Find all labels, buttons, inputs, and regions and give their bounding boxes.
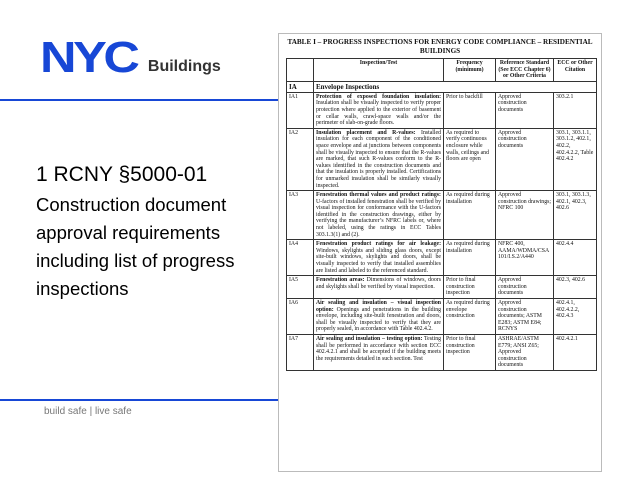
row-heading: Protection of exposed foundation insulation: bbox=[316, 93, 441, 100]
row-id: IA5 bbox=[287, 276, 314, 299]
row-frequency: As required during installation bbox=[444, 240, 496, 276]
row-id: IA7 bbox=[287, 334, 314, 370]
footer-tagline: build safe | live safe bbox=[44, 406, 132, 417]
row-text: Dimensions of windows, doors and skylights shall be verified by visual inspection. bbox=[316, 277, 441, 290]
header-inspection: Inspection/Test bbox=[314, 59, 444, 82]
row-text: U-factors of installed fenestration shall be verified by visual inspection for conformance with the U-factors identified in the construction drawings, either by verifying the manufacturer’s NFRC labels or, where not labeled, using the ratings in ECC Tables 303.1.3(1) and (2). bbox=[316, 198, 441, 238]
row-id: IA1 bbox=[287, 92, 314, 128]
row-reference: ASHRAE/ASTM E779; ANSI Z65; Approved construction documents bbox=[496, 334, 554, 370]
section-title: Envelope Inspections bbox=[314, 81, 597, 92]
row-heading: Air sealing and insulation – visual inspection option: bbox=[316, 300, 441, 313]
row-citation: 303.1, 303.1.1, 303.1.2, 402.1, 402.2, 402.4.2.2, Table 402.4.2 bbox=[554, 128, 597, 190]
row-reference: Approved construction documents bbox=[496, 92, 554, 128]
row-citation: 303.2.1 bbox=[554, 92, 597, 128]
slide-description: Construction document approval requirements including list of progress inspections bbox=[36, 194, 235, 299]
header-reference: Reference Standard (See ECC Chapter 6) or Other Criteria bbox=[496, 59, 554, 82]
table-title: TABLE I – PROGRESS INSPECTIONS FOR ENERGY CODE COMPLIANCE – RESIDENTIAL BUILDINGS bbox=[287, 38, 593, 55]
row-citation: 303.1, 303.1.3, 402.1, 402.3, 402.6 bbox=[554, 191, 597, 240]
table-row bbox=[287, 128, 597, 190]
row-heading: Insulation placement and R-values: bbox=[316, 129, 416, 136]
row-inspection bbox=[314, 92, 444, 128]
row-heading: Fenestration areas: bbox=[316, 277, 365, 284]
row-id: IA2 bbox=[287, 128, 314, 190]
row-citation: 402.4.2.1 bbox=[554, 334, 597, 370]
row-heading: Air sealing and insulation – testing option: bbox=[316, 335, 423, 342]
row-reference: Approved construction documents; ASTM E283; ASTM E84; RCNYS bbox=[496, 299, 554, 335]
row-id: IA3 bbox=[287, 191, 314, 240]
row-frequency: Prior to backfill bbox=[444, 92, 496, 128]
row-inspection bbox=[314, 334, 444, 370]
row-citation: 402.3, 402.6 bbox=[554, 276, 597, 299]
nyc-buildings-logo bbox=[40, 33, 221, 82]
row-frequency: As required to verify continuous enclosure while walls, ceilings and floors are open bbox=[444, 128, 496, 190]
row-heading: Fenestration product ratings for air leakage: bbox=[316, 241, 441, 248]
row-frequency: Prior to final construction inspection bbox=[444, 276, 496, 299]
row-text: Windows, skylights and sliding glass doors, except site-built windows, skylights and doors, shall be visually inspected to verify that installed assemblies are listed and labeled to the referenced standard. bbox=[316, 247, 441, 274]
row-inspection bbox=[314, 299, 444, 335]
nyc-logo-mark: NYC bbox=[40, 33, 137, 82]
row-id: IA6 bbox=[287, 299, 314, 335]
header-id bbox=[287, 59, 314, 82]
row-reference: Approved construction documents bbox=[496, 128, 554, 190]
row-frequency: As required during installation bbox=[444, 191, 496, 240]
table-row bbox=[287, 334, 597, 370]
row-heading: Fenestration thermal values and product ratings: bbox=[316, 192, 441, 199]
row-inspection bbox=[314, 191, 444, 240]
row-text: Testing shall be performed in accordance with section ECC 402.4.2.1 and shall be accepted if the building meets the requirements detailed in such section. Test bbox=[316, 335, 441, 362]
bottom-divider bbox=[0, 399, 278, 401]
table-row bbox=[287, 276, 597, 299]
header-frequency: Frequency (minimum) bbox=[444, 59, 496, 82]
top-divider bbox=[0, 99, 278, 101]
section-row bbox=[287, 81, 597, 92]
header-citation: ECC or Other Citation bbox=[554, 59, 597, 82]
row-reference: Approved construction documents bbox=[496, 276, 554, 299]
row-text: Openings and penetrations in the building envelope, including site-built fenestration and doors, shall be visually inspected to verify that they are properly sealed, in accordance with Table 402.4.2. bbox=[316, 306, 441, 333]
buildings-wordmark: Buildings bbox=[147, 58, 221, 75]
slide-title: 1 RCNY §5000-01 bbox=[36, 163, 208, 186]
row-id: IA4 bbox=[287, 240, 314, 276]
progress-inspections-table bbox=[286, 58, 597, 371]
inspection-table-scan bbox=[278, 33, 602, 472]
row-inspection bbox=[314, 240, 444, 276]
table-row bbox=[287, 92, 597, 128]
row-text: Installed insulation for each component of the conditioned space envelope and at junctions between components shall be visually inspected to ensure that the R-values are marked, that such R-values conform to the R-values identified in the construction documents and that the insulation is properly installed. Certifications for unmarked insulation shall be similarly visually inspected. bbox=[316, 129, 441, 189]
table-row bbox=[287, 299, 597, 335]
row-text: Insulation shall be visually inspected to verify proper protection where applied to the exterior of basement or cellar walls, crawl-space walls and/or the perimeter of slab-on-grade floors. bbox=[316, 100, 441, 127]
row-reference: Approved construction drawings; NFRC 100 bbox=[496, 191, 554, 240]
section-id: IA bbox=[287, 81, 314, 92]
row-frequency: Prior to final construction inspection bbox=[444, 334, 496, 370]
row-inspection bbox=[314, 128, 444, 190]
table-header-row bbox=[287, 59, 597, 82]
row-citation: 402.4.1, 402.4.2.2, 402.4.3 bbox=[554, 299, 597, 335]
row-reference: NFRC 400, AAMA/WDMA/CSA 101/I.S.2/A440 bbox=[496, 240, 554, 276]
table-row bbox=[287, 240, 597, 276]
table-row bbox=[287, 191, 597, 240]
row-inspection bbox=[314, 276, 444, 299]
row-citation: 402.4.4 bbox=[554, 240, 597, 276]
row-frequency: As required during envelope construction bbox=[444, 299, 496, 335]
